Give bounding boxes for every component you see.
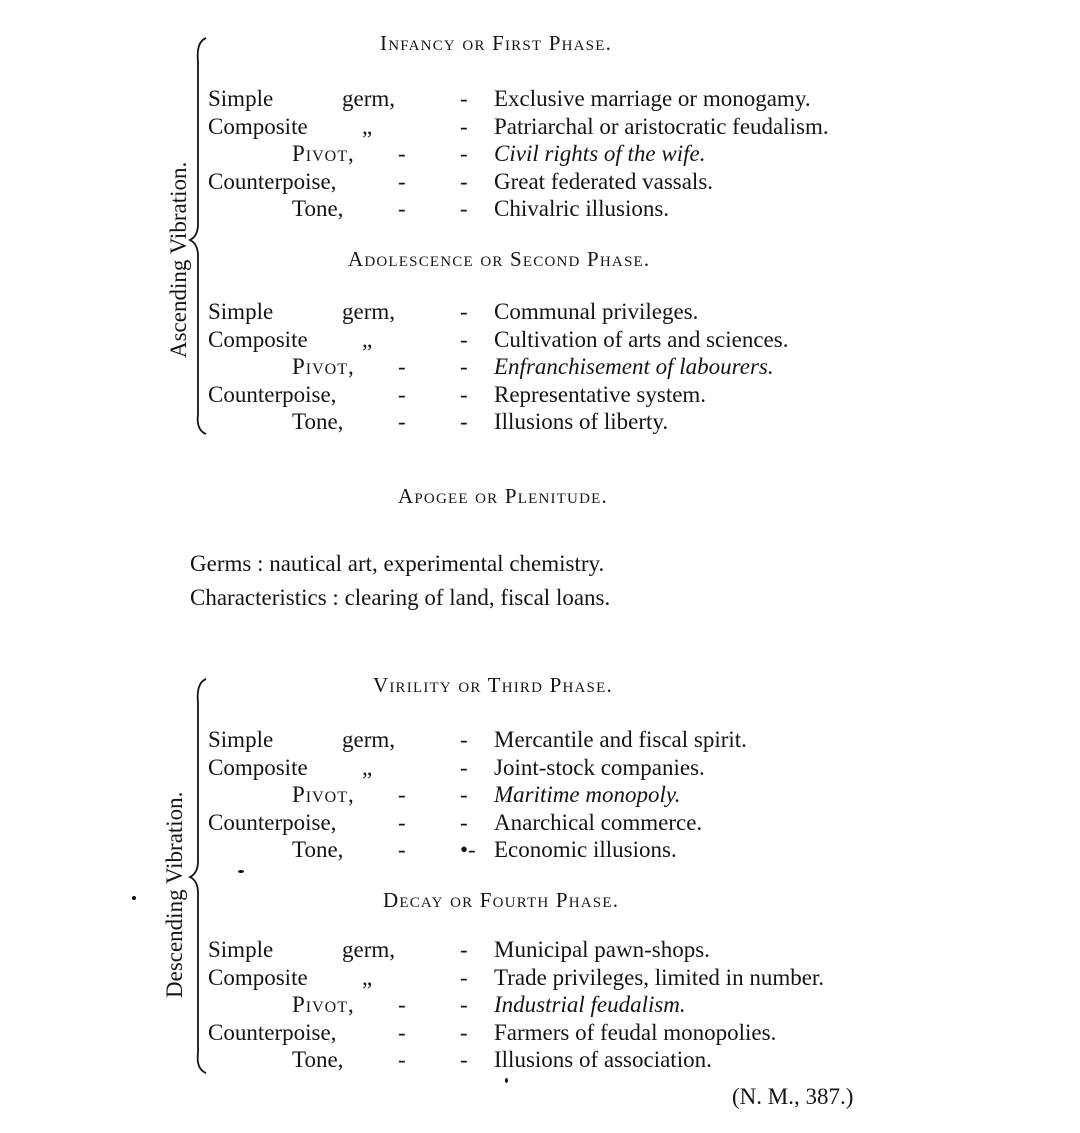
dash-leader: - <box>398 196 406 221</box>
dash-leader: - <box>460 1019 468 1045</box>
dash-leader: - <box>398 992 406 1017</box>
entry-description: Anarchical commerce. <box>494 809 703 835</box>
characteristics-label: Characteristics : <box>190 585 339 610</box>
entry-label: Simple <box>208 86 274 111</box>
entry-description: Mercantile and fiscal spirit. <box>494 727 747 752</box>
entry-row <box>0 936 1080 964</box>
phase-heading-decay: Decay or Fourth Phase. <box>383 888 620 912</box>
entry-label-suffix: „ <box>362 964 373 990</box>
entry-label-suffix: „ <box>362 326 373 352</box>
entry-description: Patriarchal or aristocratic feudalism. <box>494 113 829 139</box>
entry-description: Representative system. <box>494 381 707 407</box>
entry-label: Simple <box>208 299 274 324</box>
print-speck <box>238 870 244 873</box>
entry-row <box>0 113 1080 141</box>
entry-row <box>0 140 1080 168</box>
entry-description: Industrial feudalism. <box>494 992 686 1017</box>
dash-leader: - <box>398 141 406 166</box>
entry-description: Trade privileges, limited in number. <box>494 964 825 990</box>
dash-leader: - <box>398 837 406 862</box>
entry-label: Tone, <box>292 409 344 434</box>
entry-label: Composite <box>208 326 308 352</box>
descending-vibration-label: Descending Vibration. <box>162 791 187 998</box>
dash-leader: - <box>398 809 406 835</box>
entry-row <box>0 168 1080 196</box>
germs-text: nautical art, experimental chemistry. <box>269 551 605 576</box>
phase-heading-virility: Virility or Third Phase. <box>373 673 613 697</box>
dash-leader: - <box>460 409 468 434</box>
entry-description: Cultivation of arts and sciences. <box>494 326 789 352</box>
entry-description: Chivalric illusions. <box>494 196 670 221</box>
entry-description: Farmers of feudal monopolies. <box>494 1019 777 1045</box>
dash-leader: - <box>460 964 468 990</box>
dash-leader: - <box>460 141 468 166</box>
entry-row <box>0 726 1080 754</box>
ascending-vibration-label: Ascending Vibration. <box>166 161 191 358</box>
dash-leader: - <box>398 354 406 379</box>
entry-label: Pivot, <box>292 141 355 166</box>
entry-description: Municipal pawn-shops. <box>494 937 710 962</box>
dash-leader: - <box>398 782 406 807</box>
germs-label: Germs : <box>190 551 264 576</box>
entry-label-suffix: germ, <box>342 299 396 324</box>
entry-description: Illusions of association. <box>494 1047 712 1072</box>
dash-leader: - <box>460 992 468 1017</box>
dash-leader: - <box>460 196 468 221</box>
entry-label-suffix: germ, <box>342 86 396 111</box>
dash-leader: - <box>460 937 468 962</box>
entry-label: Tone, <box>292 1047 344 1072</box>
dash-leader: - <box>398 409 406 434</box>
germs-line <box>190 551 604 577</box>
apogee-heading: Apogee or Plenitude. <box>398 484 608 508</box>
dash-leader: - <box>398 168 406 194</box>
entry-label: Counterpoise, <box>208 168 337 194</box>
entry-label-suffix: „ <box>362 754 373 780</box>
entry-row <box>0 836 1080 864</box>
entry-label: Composite <box>208 964 308 990</box>
entry-label-suffix: germ, <box>342 727 396 752</box>
entry-description: Illusions of liberty. <box>494 409 669 434</box>
entry-row <box>0 991 1080 1019</box>
phase-heading-infancy: Infancy or First Phase. <box>380 31 613 55</box>
entry-label: Simple <box>208 937 274 962</box>
entry-label-suffix: germ, <box>342 937 396 962</box>
entry-row <box>0 408 1080 436</box>
entry-row <box>0 381 1080 409</box>
entry-label: Tone, <box>292 196 344 221</box>
entry-row <box>0 754 1080 782</box>
dash-leader: - <box>460 381 468 407</box>
print-speck <box>132 896 136 900</box>
entry-row <box>0 964 1080 992</box>
dash-leader: - <box>460 1047 468 1072</box>
dash-leader: •- <box>460 837 476 862</box>
entry-description: Economic illusions. <box>494 837 677 862</box>
entry-row <box>0 195 1080 223</box>
citation: (N. M., 387.) <box>732 1084 854 1109</box>
entry-label: Composite <box>208 754 308 780</box>
characteristics-line <box>190 585 610 611</box>
entry-label: Counterpoise, <box>208 381 337 407</box>
entry-row <box>0 1046 1080 1074</box>
entry-label: Pivot, <box>292 992 355 1017</box>
phase-heading-adolescence: Adolescence or Second Phase. <box>348 247 651 271</box>
entry-description: Enfranchisement of labourers. <box>494 354 774 379</box>
entry-label: Composite <box>208 113 308 139</box>
entry-row <box>0 298 1080 326</box>
dash-leader: - <box>460 809 468 835</box>
dash-leader: - <box>460 168 468 194</box>
dash-leader: - <box>460 326 468 352</box>
entry-row <box>0 1019 1080 1047</box>
entry-row <box>0 781 1080 809</box>
entry-label: Pivot, <box>292 354 355 379</box>
entry-description: Great federated vassals. <box>494 168 714 194</box>
entry-row <box>0 353 1080 381</box>
entry-label: Tone, <box>292 837 344 862</box>
entry-row <box>0 85 1080 113</box>
dash-leader: - <box>398 1019 406 1045</box>
entry-label: Counterpoise, <box>208 1019 337 1045</box>
dash-leader: - <box>398 1047 406 1072</box>
dash-leader: - <box>460 754 468 780</box>
entry-description: Communal privileges. <box>494 299 699 324</box>
print-speck <box>505 1078 508 1083</box>
entry-row <box>0 809 1080 837</box>
entry-row <box>0 326 1080 354</box>
dash-leader: - <box>460 86 468 111</box>
characteristics-text: clearing of land, fiscal loans. <box>344 585 611 610</box>
entry-description: Exclusive marriage or monogamy. <box>494 86 811 111</box>
entry-description: Civil rights of the wife. <box>494 141 706 166</box>
dash-leader: - <box>460 299 468 324</box>
entry-description: Maritime monopoly. <box>494 782 681 807</box>
dash-leader: - <box>460 354 468 379</box>
entry-description: Joint-stock companies. <box>494 754 705 780</box>
entry-label-suffix: „ <box>362 113 373 139</box>
entry-label: Pivot, <box>292 782 355 807</box>
entry-label: Counterpoise, <box>208 809 337 835</box>
dash-leader: - <box>398 381 406 407</box>
entry-label: Simple <box>208 727 274 752</box>
dash-leader: - <box>460 782 468 807</box>
dash-leader: - <box>460 113 468 139</box>
dash-leader: - <box>460 727 468 752</box>
